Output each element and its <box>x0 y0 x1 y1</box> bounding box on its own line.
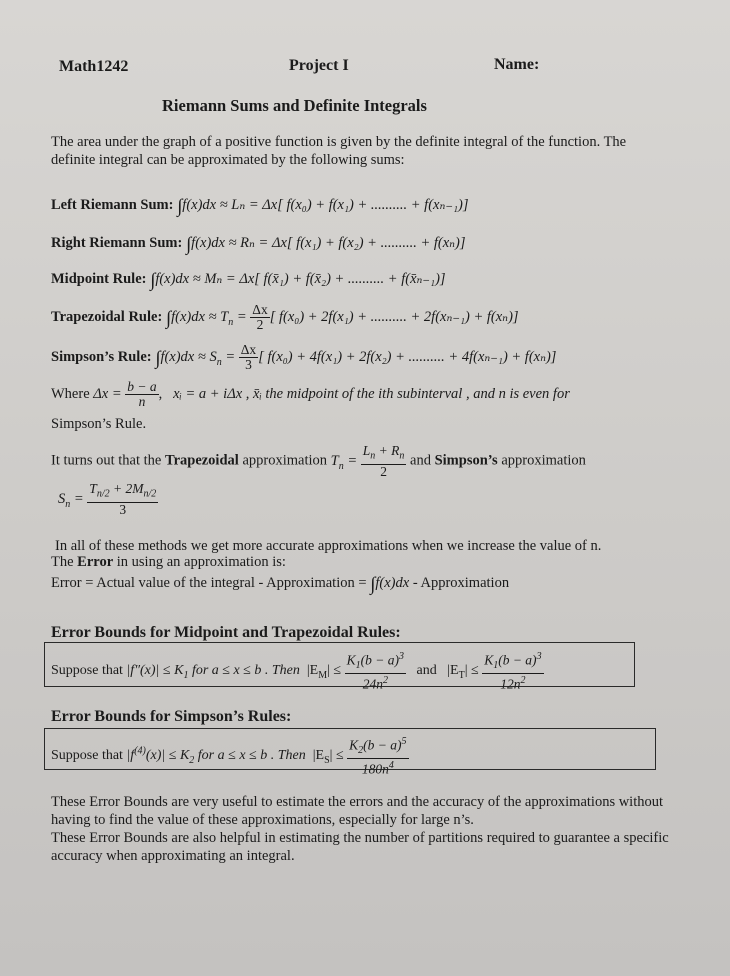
where-continuation: Simpson’s Rule. <box>51 416 147 432</box>
name-label: Name: <box>494 56 540 73</box>
closing-paragraph-1: These Error Bounds are very useful to estimate the errors and the accuracy of the approximations without having to find the value of these approximations, especially for large n’s. <box>51 794 664 828</box>
where-definition: xᵢ = a + iΔx , x̄ᵢ the midpoint of the ith subinterval , and n is even for <box>173 385 570 402</box>
right-riemann-formula: f(x)dx ≈ Rₙ = Δx[ f(x₁) + f(x₂) + .......... + f(xₙ)] <box>191 235 466 251</box>
trapezoidal-formula: [ f(x₀) + 2f(x₁) + .......... + 2f(xₙ₋₁) + f(xₙ)] <box>269 308 519 325</box>
closing-paragraph-2: These Error Bounds are also helpful in estimating the number of partitions required to guarantee a specific accuracy when approximating an integral. <box>51 830 669 864</box>
where-row: Where Δx = $\frac{b - a}{n}$ , xᵢ = a + iΔx , x̄ᵢ the midpoint of the ith subinterval , and n is even for <box>51 379 570 409</box>
integral-sign-icon: ∫ <box>177 196 183 217</box>
midtrap-bound-text: Suppose that $|f''(x)| \le K_1$ for a ≤ x ≤ b . Then $|E_M|$ ≤ $\frac{K_1(b - a)^3}{24n^2}$ and $|E_T|$ ≤ $\frac{K_1(b - a)^3}{12n^2}$ <box>51 651 542 692</box>
simpson-formula: [ f(x₀) + 4f(x₁) + 2f(x₂) + .......... + 4f(xₙ₋₁) + f(xₙ)] <box>258 348 557 365</box>
simpson-row: Simpson’s Rule: $\int f(x)dx \approx S_n$ = $\frac{\Delta x}{3}$ [ f(x₀) + 4f(x₁) + 2f(x₂) + .......... + 4f(xₙ₋₁) + f(xₙ)] <box>51 342 557 372</box>
turns-out-row: It turns out that the Trapezoidal approximation $T_n$ = $\frac{L_n + R_n}{2}$ and Simpson’s approximation <box>51 443 586 479</box>
integral-sign-icon: ∫ <box>150 270 156 291</box>
right-riemann-label: Right Riemann Sum: <box>51 235 183 251</box>
page-title: Riemann Sums and Definite Integrals <box>162 96 427 115</box>
left-riemann-formula: f(x)dx ≈ Lₙ = Δx[ f(x₀) + f(x₁) + .......... + f(xₙ₋₁)] <box>182 197 469 213</box>
midtrap-section-title: Error Bounds for Midpoint and Trapezoidal Rules: <box>51 624 401 641</box>
simpson-relation: $S_n$ = $\frac{T_{n/2} + 2M_{n/2}}{3}$ <box>58 481 157 517</box>
simp-section-title: Error Bounds for Simpson’s Rules: <box>51 708 292 725</box>
simp-bound-text: Suppose that $|f^{(4)}(x)| \le K_2$ for a ≤ x ≤ b . Then $|E_S|$ ≤ $\frac{K_2(b - a)^5}{180n^4}$ <box>51 736 407 777</box>
simpson-label: Simpson’s Rule: <box>51 348 152 365</box>
error-definition: Error = Actual value of the integral - Approximation = ∫f(x)dx - Approximation <box>51 574 510 595</box>
midpoint-row <box>51 270 446 292</box>
right-riemann-row <box>51 234 466 256</box>
course-label: Math1242 <box>59 58 129 75</box>
midpoint-label: Midpoint Rule: <box>51 271 147 287</box>
integral-sign-icon: ∫ <box>155 347 161 369</box>
left-riemann-row <box>51 196 469 218</box>
integral-sign-icon: ∫ <box>165 307 172 329</box>
accuracy-text: In all of these methods we get more accurate approximations when we increase the value of n. <box>55 538 602 554</box>
intro-paragraph: The area under the graph of a positive function is given by the definite integral of the function. The definite integral can be approximated by the following sums: <box>51 134 627 168</box>
integral-sign-icon: ∫ <box>185 234 192 255</box>
midpoint-formula: f(x)dx ≈ Mₙ = Δx[ f(x̄₁) + f(x̄₂) + .......... + f(x̄ₙ₋₁)] <box>155 271 446 287</box>
error-intro: The Error in using an approximation is: <box>51 554 286 570</box>
trapezoidal-label: Trapezoidal Rule: <box>51 308 163 325</box>
left-riemann-label: Left Riemann Sum: <box>51 197 174 213</box>
project-label: Project I <box>289 57 349 74</box>
trapezoidal-row: Trapezoidal Rule: $\int f(x)dx \approx T_n$ = $\frac{\Delta x}{2}$ [ f(x₀) + 2f(x₁) + .......... + 2f(xₙ₋₁) + f(xₙ)] <box>51 302 519 332</box>
integral-sign-icon: ∫ <box>370 574 376 595</box>
